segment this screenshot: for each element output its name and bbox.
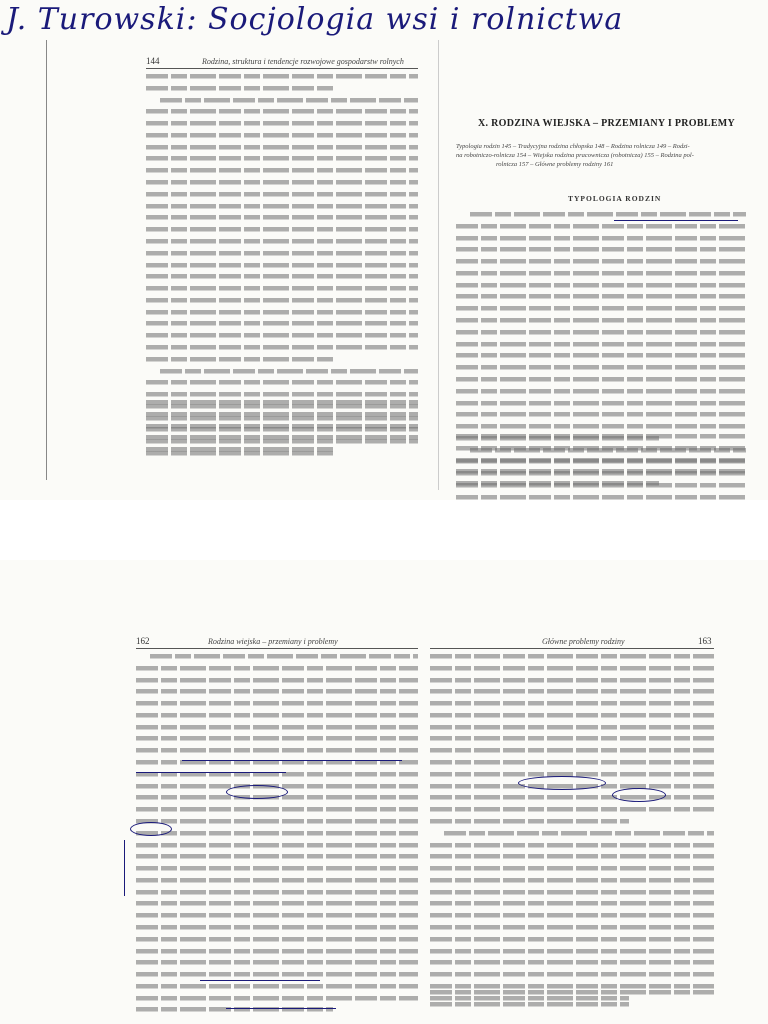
page-number-163: 163: [698, 636, 712, 646]
book-gutter: [438, 40, 439, 490]
handwritten-note: J. Turowski: Socjologia wsi i rolnictwa: [6, 2, 624, 37]
footnotes-page-144: [146, 400, 418, 459]
running-head-left-top: Rodzina, struktura i tendencje rozwojowe gospodarstw rolnych: [202, 57, 404, 66]
bottom-page-spread: [0, 560, 768, 1024]
body-text-page-162: [136, 654, 418, 1019]
pen-circle: [226, 785, 288, 799]
chapter-title: X. RODZINA WIEJSKA – PRZEMIANY I PROBLEMY: [478, 118, 736, 129]
pen-margin-mark: [124, 840, 125, 896]
toc-line-1: Typologia rodzin 145 – Tradycyjna rodzina chłopska 148 – Rodzina rolnicza 149 – Rodzi-: [456, 143, 690, 150]
page-number-144: 144: [146, 56, 160, 66]
footnotes-right-top: [456, 434, 746, 493]
pen-circle: [130, 822, 172, 836]
toc-line-2: na robotniczo-rolnicza 154 – Wiejska rodzina pracownicza (robotnicza) 155 – Rodzina pol-: [456, 152, 694, 159]
running-head-right-bottom: Główne problemy rodziny: [542, 637, 625, 646]
pen-circle: [518, 776, 606, 790]
toc-line-3: rolnicza 157 – Główne problemy rodziny 161: [496, 161, 614, 168]
pen-underline: [182, 760, 402, 761]
body-text-page-163: [430, 654, 714, 1007]
pen-underline: [226, 1008, 336, 1009]
section-title: TYPOLOGIA RODZIN: [568, 194, 662, 203]
pen-underline: [614, 220, 738, 221]
page-number-162: 162: [136, 636, 150, 646]
footnotes-page-163: [430, 990, 714, 1014]
scan-gap: [0, 500, 768, 560]
pen-underline: [136, 772, 286, 773]
pen-circle: [612, 788, 666, 802]
margin-line: [46, 40, 47, 480]
top-page-spread: [0, 0, 768, 500]
pen-underline: [200, 980, 320, 981]
chapter-contents: [456, 142, 746, 169]
running-head-left-bottom: Rodzina wiejska – przemiany i problemy: [208, 637, 338, 646]
